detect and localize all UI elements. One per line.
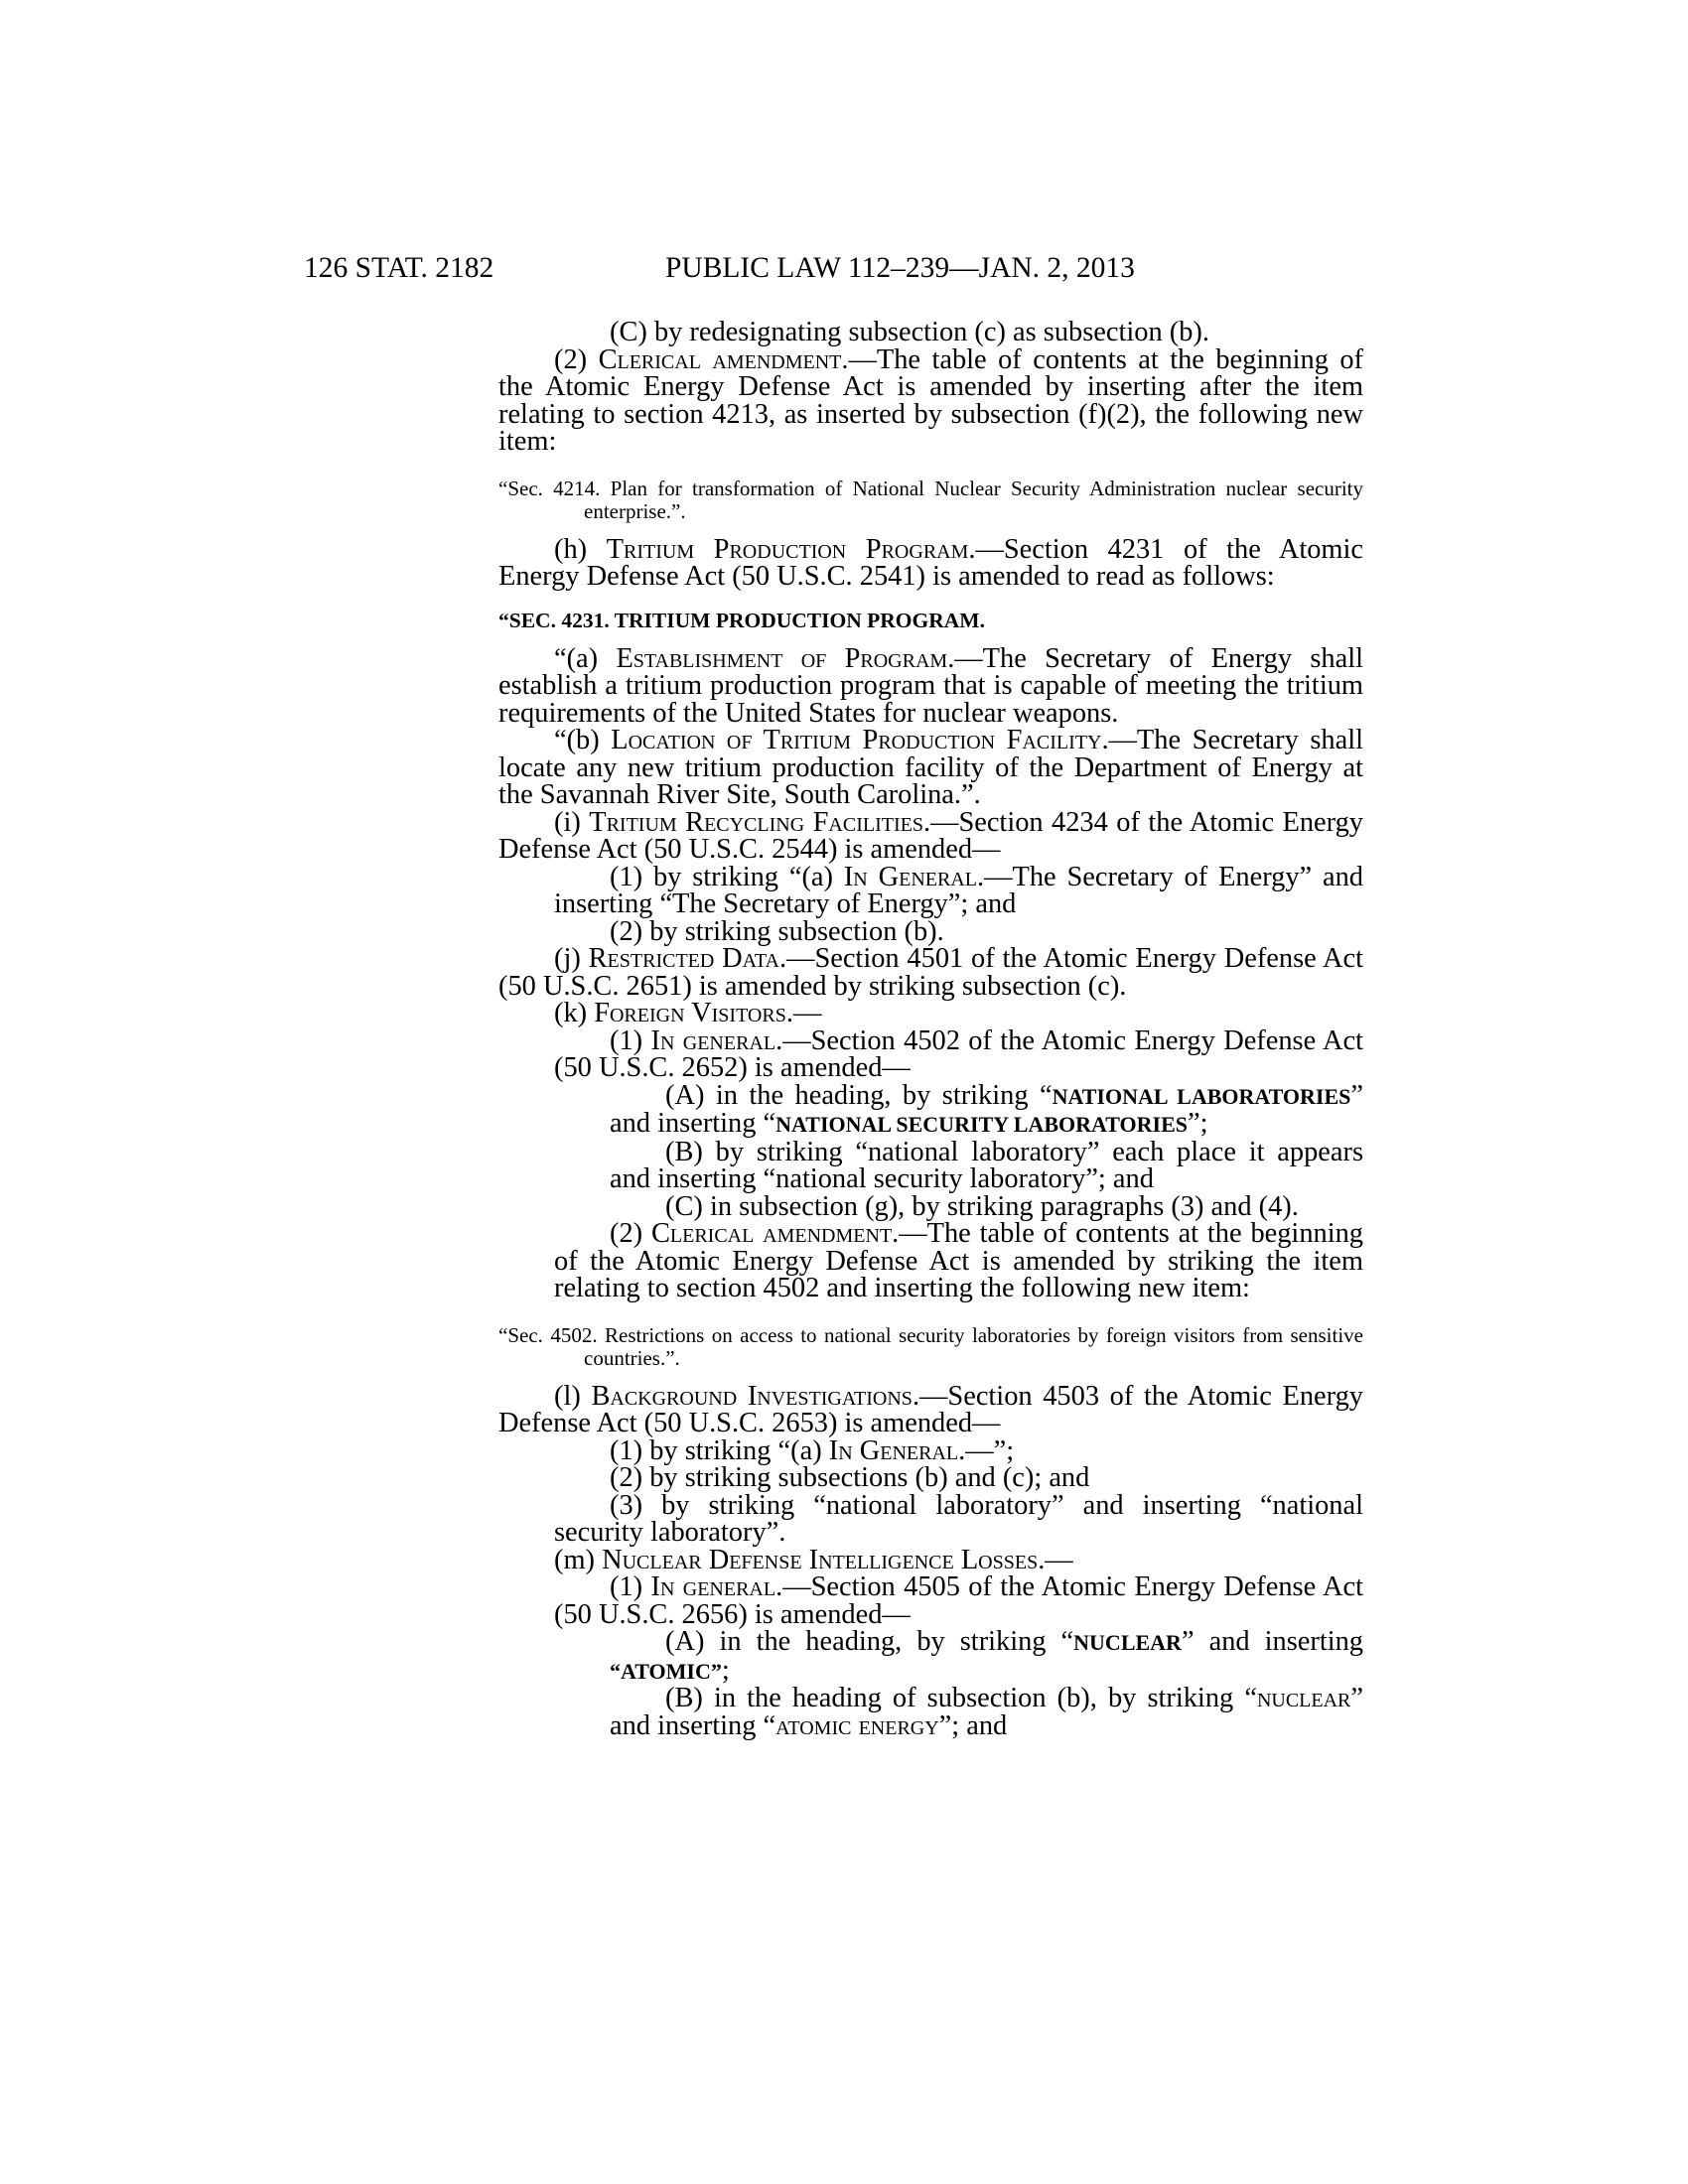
toc-item: “Sec. 4214. Plan for transformation of National Nuclear Security Administration nuclear security enterprise.”.: [498, 476, 1363, 523]
paragraph: (j) Restricted Data.—Section 4501 of the Atomic Energy Defense Act (50 U.S.C. 2651) is amended by striking subsection (c).: [498, 943, 1363, 1002]
paragraph: (1) In general.—Section 4505 of the Atomic Energy Defense Act (50 U.S.C. 2656) is amended—: [554, 1571, 1363, 1630]
paragraph: (m) Nuclear Defense Intelligence Losses.—: [554, 1544, 1073, 1575]
paragraph: (C) by redesignating subsection (c) as subsection (b).: [610, 317, 1209, 347]
paragraph: (1) by striking “(a) In General.—”;: [610, 1434, 1015, 1466]
paragraph: (B) in the heading of subsection (b), by striking “nuclear” and inserting “atomic energy”; and: [610, 1683, 1363, 1741]
paragraph: (1) by striking “(a) In General.—The Secretary of Energy” and inserting “The Secretary of Energy”; and: [554, 861, 1363, 919]
paragraph: (B) by striking “national laboratory” each place it appears and inserting “national security laboratory”; and: [610, 1136, 1363, 1194]
page-header: [0, 252, 1688, 292]
toc-item: “Sec. 4502. Restrictions on access to national security laboratories by foreign visitors from sensitive countries.”.: [498, 1322, 1363, 1370]
paragraph: (A) in the heading, by striking “NUCLEAR” and inserting “ATOMIC”;: [610, 1626, 1363, 1686]
paragraph: (2) Clerical amendment.—The table of contents at the beginning of the Atomic Energy Defense Act is amended by striking the item relating to section 4502 and inserting the following new item:: [554, 1218, 1363, 1303]
public-law-title: PUBLIC LAW 112–239—JAN. 2, 2013: [665, 252, 1135, 284]
section-heading: “SEC. 4231. TRITIUM PRODUCTION PROGRAM.: [498, 608, 985, 632]
paragraph: (k) Foreign Visitors.—: [554, 998, 822, 1028]
paragraph: (A) in the heading, by striking “NATIONAL LABORATORIES” and inserting “NATIONAL SECURITY LABORATORIES”;: [610, 1079, 1363, 1139]
paragraph: (l) Background Investigations.—Section 4503 of the Atomic Energy Defense Act (50 U.S.C. 2653) is amended—: [498, 1380, 1363, 1438]
paragraph: “(a) Establishment of Program.—The Secretary of Energy shall establish a tritium production program that is capable of meeting the tritium requirements of the United States for nuclear weapons.: [498, 642, 1363, 729]
statute-citation: 126 STAT. 2182: [304, 252, 494, 284]
paragraph: (2) Clerical amendment.—The table of contents at the beginning of the Atomic Energy Defense Act is amended by inserting after the item relating to section 4213, as inserted by subsection (f)(2), the following new item:: [498, 343, 1363, 457]
paragraph: (2) by striking subsection (b).: [610, 915, 944, 947]
paragraph: (C) in subsection (g), by striking paragraphs (3) and (4).: [665, 1190, 1299, 1222]
paragraph: (2) by striking subsections (b) and (c); and: [610, 1462, 1090, 1493]
paragraph: (h) Tritium Production Program.—Section 4231 of the Atomic Energy Defense Act (50 U.S.C. 2541) is amended to read as follows:: [498, 533, 1363, 592]
paragraph: (1) In general.—Section 4502 of the Atomic Energy Defense Act (50 U.S.C. 2652) is amended—: [554, 1024, 1363, 1083]
document-body: [498, 319, 1363, 1739]
paragraph: “(b) Location of Tritium Production Facility.—The Secretary shall locate any new tritium production facility of the Department of Energy at the Savannah River Site, South Carolina.”.: [498, 725, 1363, 810]
paragraph: (3) by striking “national laboratory” and inserting “national security laboratory”.: [554, 1489, 1363, 1548]
paragraph: (i) Tritium Recycling Facilities.—Section 4234 of the Atomic Energy Defense Act (50 U.S.C. 2544) is amended—: [498, 806, 1363, 865]
